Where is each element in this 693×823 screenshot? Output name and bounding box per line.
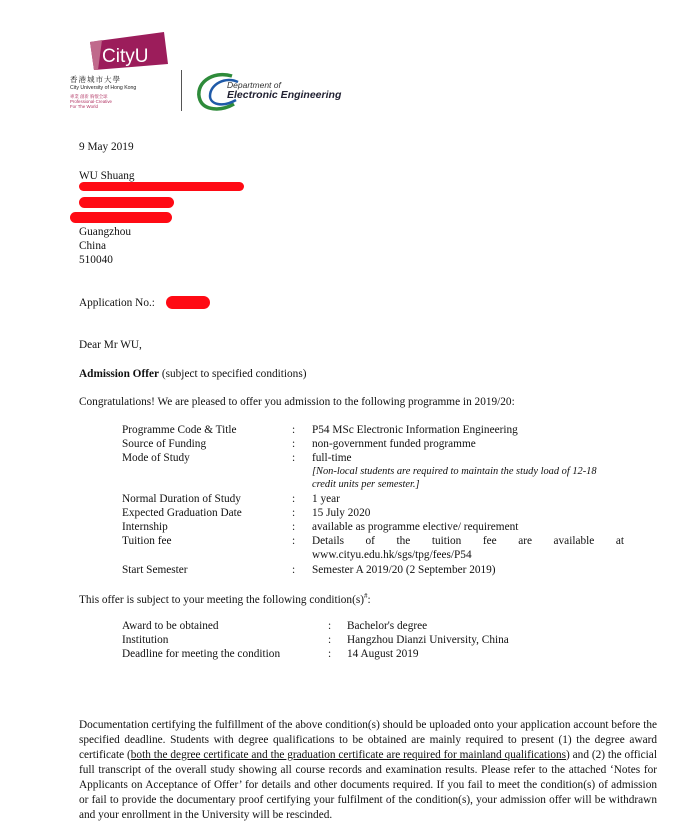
tuition-label: Tuition fee (122, 535, 172, 547)
colon: : (292, 493, 296, 505)
tuition-word: Details (312, 535, 344, 547)
start-semester-label: Start Semester (122, 564, 188, 576)
cityu-tagline-1: Professional·Creative (70, 99, 112, 104)
address-postcode: 510040 (79, 254, 113, 266)
address-country: China (79, 240, 106, 252)
redaction-mark (166, 296, 210, 309)
cityu-logo (68, 30, 172, 116)
header-divider (181, 70, 182, 111)
salutation: Dear Mr WU, (79, 339, 142, 351)
department-logo (192, 66, 342, 114)
start-semester-value: Semester A 2019/20 (2 September 2019) (312, 564, 496, 576)
offer-title: Admission Offer (79, 368, 160, 380)
mode-note-line-2: credit units per semester.] (312, 479, 420, 490)
colon: : (328, 634, 332, 646)
recipient-name: WU Shuang (79, 170, 135, 182)
tuition-word: tuition (431, 535, 462, 547)
condition-mark: # (364, 592, 368, 600)
duration-value: 1 year (312, 493, 340, 505)
tuition-word: of (365, 535, 375, 547)
programme-value: P54 MSc Electronic Information Engineering (312, 424, 518, 436)
letter-date: 9 May 2019 (79, 141, 134, 153)
colon: : (292, 564, 296, 576)
address-city: Guangzhou (79, 226, 132, 238)
colon: : (292, 507, 296, 519)
internship-label: Internship (122, 521, 168, 533)
tuition-word: the (396, 535, 411, 547)
offer-heading (79, 368, 306, 380)
institution-label: Institution (122, 634, 169, 646)
cityu-tagline-chinese: 專業 創新 胸懷全球 (70, 94, 108, 99)
cityu-chinese-name: 香港城市大學 (70, 75, 121, 84)
paragraph-underlined: both the degree certificate and the graduation certificate are required for mainland qualifications (130, 749, 567, 761)
redaction-mark (79, 182, 244, 191)
offer-subtitle: (subject to specified conditions) (159, 368, 307, 380)
deadline-value: 14 August 2019 (347, 648, 419, 660)
duration-label: Normal Duration of Study (122, 493, 241, 505)
colon: : (292, 424, 296, 436)
programme-label: Programme Code & Title (122, 424, 237, 436)
mode-value: full-time (312, 452, 352, 464)
redaction-mark (79, 197, 174, 208)
cityu-tagline-2: For The World (70, 104, 98, 109)
institution-value: Hangzhou Dianzi University, China (347, 634, 509, 646)
colon: : (328, 648, 332, 660)
award-value: Bachelor's degree (347, 620, 428, 632)
congratulations-text: Congratulations! We are pleased to offer you admission to the following programme in 2019/20: (79, 396, 515, 408)
graduation-value: 15 July 2020 (312, 507, 371, 519)
condition-intro-end: : (367, 593, 371, 606)
application-no-label: Application No.: (79, 297, 155, 309)
paragraph-part-2: ) and (2) the official full transcript of the overall study showing all course records and examination results. Please refer to the attached ‘Notes for Applicants on Acceptance of Offer’ for details and other documents required. If you fail to meet the condition(s) of admission or fail to provide the documentary proof certifying your fulfilment of the condition(s), your admission offer will be withdrawn and your enrollment in the University will be rescinded. (79, 749, 657, 821)
mode-label: Mode of Study (122, 452, 190, 464)
cityu-logo-text: CityU (102, 46, 149, 67)
funding-label: Source of Funding (122, 438, 207, 450)
cityu-english-name: City University of Hong Kong (70, 85, 137, 91)
tuition-word: are (518, 535, 532, 547)
tuition-word: available (553, 535, 595, 547)
graduation-label: Expected Graduation Date (122, 507, 242, 519)
award-label: Award to be obtained (122, 620, 219, 632)
mode-note-line-1: [Non-local students are required to maintain the study load of 12-18 (312, 466, 597, 477)
cityu-logo-mark (68, 30, 172, 72)
funding-value: non-government funded programme (312, 438, 476, 450)
colon: : (292, 452, 296, 464)
redaction-mark (70, 212, 172, 223)
condition-intro-text: This offer is subject to your meeting the following condition(s) (79, 593, 364, 606)
department-of-label: Department of (227, 80, 281, 90)
tuition-value-line-1 (312, 535, 624, 547)
condition-intro (79, 592, 371, 606)
colon: : (328, 620, 332, 632)
colon: : (292, 535, 296, 547)
tuition-word: at (615, 535, 624, 547)
paragraph-part-1: Documentation certifying the fulfillment of the above condition(s) should be uploaded onto your application account before the specified deadline. Students with degree qualifications to be obtained are mainly required to present (1) the degree award certificate ( (79, 719, 657, 761)
tuition-word: fee (482, 535, 497, 547)
deadline-label: Deadline for meeting the condition (122, 648, 281, 660)
documentation-paragraph (79, 718, 657, 823)
cityu-tagline (70, 94, 112, 109)
internship-value: available as programme elective/ requirement (312, 521, 519, 533)
tuition-url: www.cityu.edu.hk/sgs/tpg/fees/P54 (312, 549, 472, 561)
colon: : (292, 521, 296, 533)
department-name: Electronic Engineering (227, 89, 342, 101)
colon: : (292, 438, 296, 450)
